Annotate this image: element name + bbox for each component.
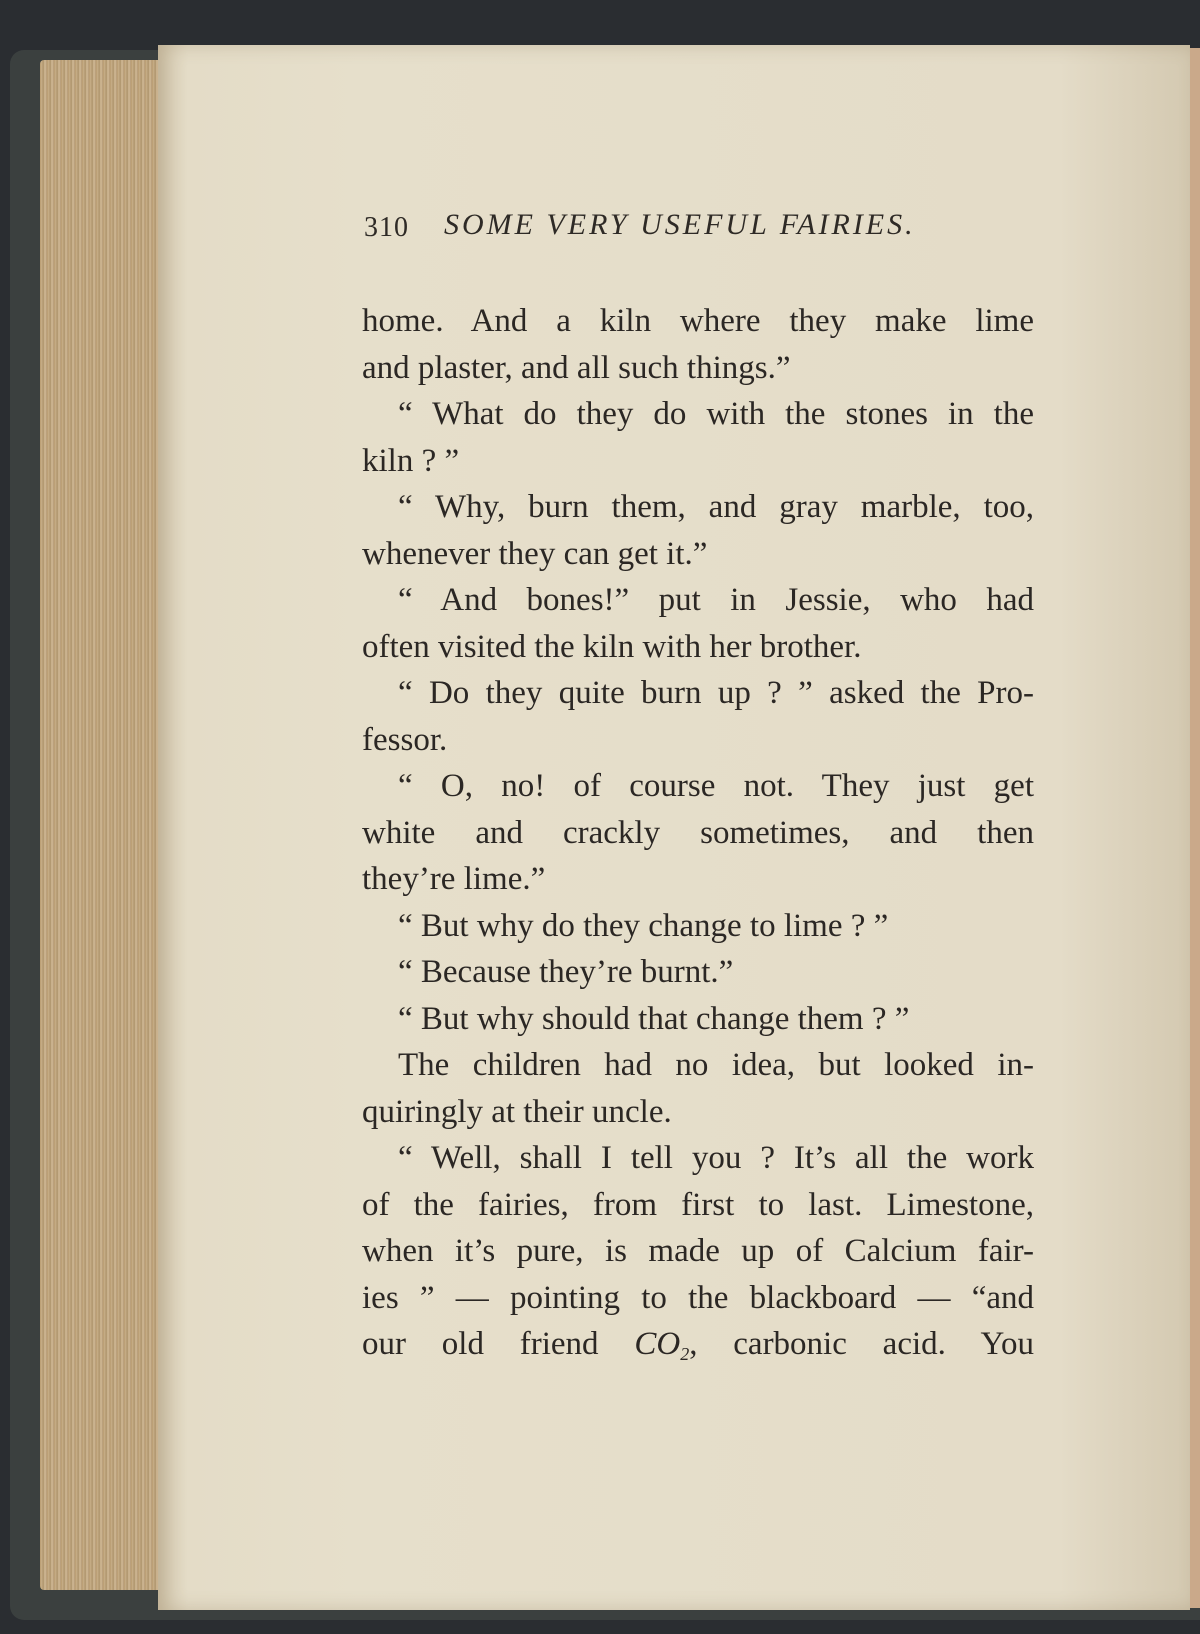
running-head bbox=[364, 208, 974, 252]
text-line: kiln ? ” bbox=[362, 442, 460, 479]
text-line: “ But why do they change to lime ? ” bbox=[398, 907, 889, 944]
text-line: “ O, no! of course not. They just get bbox=[398, 768, 1034, 804]
text-fragment: our old friend bbox=[362, 1326, 635, 1362]
text-line: “ Well, shall I tell you ? It’s all the work bbox=[398, 1140, 1034, 1176]
text-line: fessor. bbox=[362, 721, 448, 758]
text-line: they’re lime.” bbox=[362, 861, 546, 897]
text-fragment: , carbonic acid. You bbox=[689, 1326, 1034, 1362]
text-line: The children had no idea, but looked in- bbox=[398, 1047, 1034, 1083]
text-line: quiringly at their uncle. bbox=[362, 1093, 672, 1130]
page-number: 310 bbox=[364, 212, 409, 243]
text-line: of the fairies, from first to last. Limestone, bbox=[362, 1186, 1034, 1223]
text-line: and plaster, and all such things.” bbox=[362, 349, 791, 386]
chapter-title: SOME VERY USEFUL FAIRIES. bbox=[444, 208, 916, 241]
page-edges bbox=[40, 60, 160, 1590]
text-line: “ But why should that change them ? ” bbox=[398, 1000, 910, 1037]
formula-subscript: 2 bbox=[680, 1344, 690, 1364]
body-text bbox=[362, 298, 1034, 1368]
text-line: “ Do they quite burn up ? ” asked the Pro- bbox=[398, 675, 1034, 711]
text-line-last bbox=[362, 1321, 1034, 1368]
text-line: “ Why, burn them, and gray marble, too, bbox=[398, 489, 1034, 525]
text-line: home. And a kiln where they make lime bbox=[362, 303, 1034, 339]
text-line: whenever they can get it.” bbox=[362, 535, 708, 572]
text-line: white and crackly sometimes, and then bbox=[362, 814, 1034, 851]
text-line: when it’s pure, is made up of Calcium fair- bbox=[362, 1233, 1034, 1269]
text-line: “ Because they’re burnt.” bbox=[398, 954, 734, 990]
text-line: often visited the kiln with her brother. bbox=[362, 628, 862, 665]
text-line: “ What do they do with the stones in the bbox=[398, 396, 1034, 432]
chemical-formula bbox=[634, 1326, 689, 1362]
text-line: “ And bones!” put in Jessie, who had bbox=[398, 582, 1034, 618]
text-line: ies ” — pointing to the blackboard — “and bbox=[362, 1279, 1034, 1316]
formula-main: CO bbox=[634, 1326, 681, 1362]
